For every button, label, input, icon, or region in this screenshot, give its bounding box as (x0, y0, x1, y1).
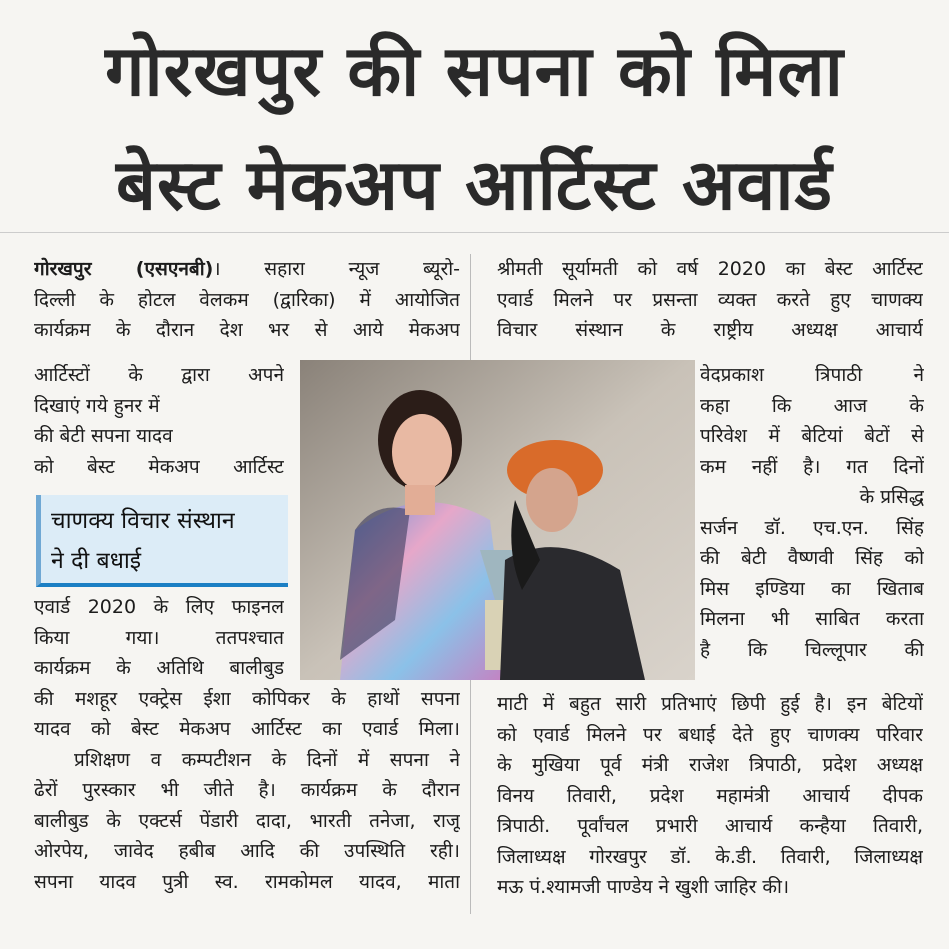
body-text: त्रिपाठी. पूर्वांचल प्रभारी आचार्य कन्हैया तिवारी, (497, 815, 923, 837)
right-column-narrow (700, 360, 924, 665)
body-text: श्रीमती सूर्यामती को वर्ष 2020 का बेस्ट आर्टिस्ट (497, 258, 923, 280)
body-text: विचार संस्थान के राष्ट्रीय अध्यक्ष आचार्य (497, 319, 923, 341)
body-text: की बेटी सपना यादव (34, 425, 173, 447)
body-text: यादव को बेस्ट मेकअप आर्टिस्ट का एवार्ड मिला। (34, 718, 460, 740)
body-text: विनय तिवारी, प्रदेश महामंत्री आचार्य दीपक (497, 784, 923, 807)
award-photo (300, 360, 695, 680)
header-divider (0, 232, 949, 233)
body-text: मिलना भी साबित करता (700, 608, 924, 630)
photo-illustration (300, 360, 695, 680)
right-column-bottom (497, 689, 923, 903)
body-text: दिल्ली के होटल वेलकम (द्वारिका) में आयोजित (34, 288, 460, 311)
headline-line-2: बेस्ट मेकअप आर्टिस्ट अवार्ड (116, 144, 833, 226)
subheading-line-1: चाणक्य विचार संस्थान (51, 508, 235, 534)
body-text: किया गया। ततपश्चात (34, 626, 284, 649)
body-text: कहा कि आज के (700, 394, 924, 417)
left-column-narrow (34, 360, 284, 482)
body-text: सपना यादव पुत्री स्व. रामकोमल यादव, माता (34, 870, 460, 893)
body-text: प्रशिक्षण व कम्पटीशन के दिनों में सपना ने (74, 748, 460, 771)
body-text: को बेस्ट मेकअप आर्टिस्ट (34, 455, 284, 478)
body-text: एवार्ड मिलने पर प्रसन्ता व्यक्त करते हुए चाणक्य (497, 288, 923, 311)
body-text: बालीबुड के एक्टर्स पेंडारी दादा, भारती तनेजा, राजू (34, 809, 460, 832)
body-text: कार्यक्रम के अतिथि बालीबुड (34, 657, 284, 679)
body-text: ओरपेय, जावेद हबीब आदि की उपस्थिति रही। (34, 840, 460, 862)
body-text: माटी में बहुत सारी प्रतिभाएं छिपी हुई है। इन बेटियों (497, 693, 923, 715)
body-text: । सहारा न्यूज ब्यूरो- (213, 258, 460, 280)
body-text: आर्टिस्टों के द्वारा अपने (34, 364, 284, 386)
body-text: परिवेश में बेटियां बेटों से (700, 425, 924, 447)
body-text: दिखाएं गये हुनर में (34, 394, 160, 417)
left-column-top (34, 254, 460, 346)
body-text: को एवार्ड मिलने पर बधाई देते हुए चाणक्य परिवार (497, 723, 923, 746)
body-text: मऊ पं.श्यामजी पाण्डेय ने खुशी जाहिर की। (497, 876, 790, 898)
body-text: जिलाध्यक्ष गोरखपुर डॉ. के.डी. तिवारी, जिलाध्यक्ष (497, 845, 923, 868)
body-text: की बेटी वैष्णवी सिंह को (700, 547, 924, 569)
right-column-top (497, 254, 923, 346)
body-text: की मशहूर एक्ट्रेस ईशा कोपिकर के हाथों सपना (34, 687, 460, 710)
body-text: के प्रसिद्ध (859, 486, 924, 508)
body-text: के मुखिया पूर्व मंत्री राजेश त्रिपाठी, प्रदेश अध्यक्ष (497, 754, 923, 776)
body-text: सर्जन डॉ. एच.एन. सिंह (700, 516, 924, 539)
body-text: कम नहीं है। गत दिनों (700, 455, 924, 478)
body-text: एवार्ड 2020 के लिए फाइनल (34, 596, 284, 618)
subheading-line-2: ने दी बधाई (51, 548, 142, 574)
dateline: गोरखपुर (एसएनबी) (34, 258, 214, 280)
body-text: ढेरों पुरस्कार भी जीते है। कार्यक्रम के दौरान (34, 779, 460, 801)
body-text: मिस इण्डिया का खिताब (700, 577, 924, 600)
headline-line-1: गोरखपुर की सपना को मिला (105, 30, 844, 112)
body-text: है कि चिल्लूपार की (700, 638, 924, 661)
body-text: कार्यक्रम के दौरान देश भर से आये मेकअप (34, 319, 460, 341)
body-text: वेदप्रकाश त्रिपाठी ने (700, 364, 924, 386)
subheading-box (36, 495, 288, 587)
